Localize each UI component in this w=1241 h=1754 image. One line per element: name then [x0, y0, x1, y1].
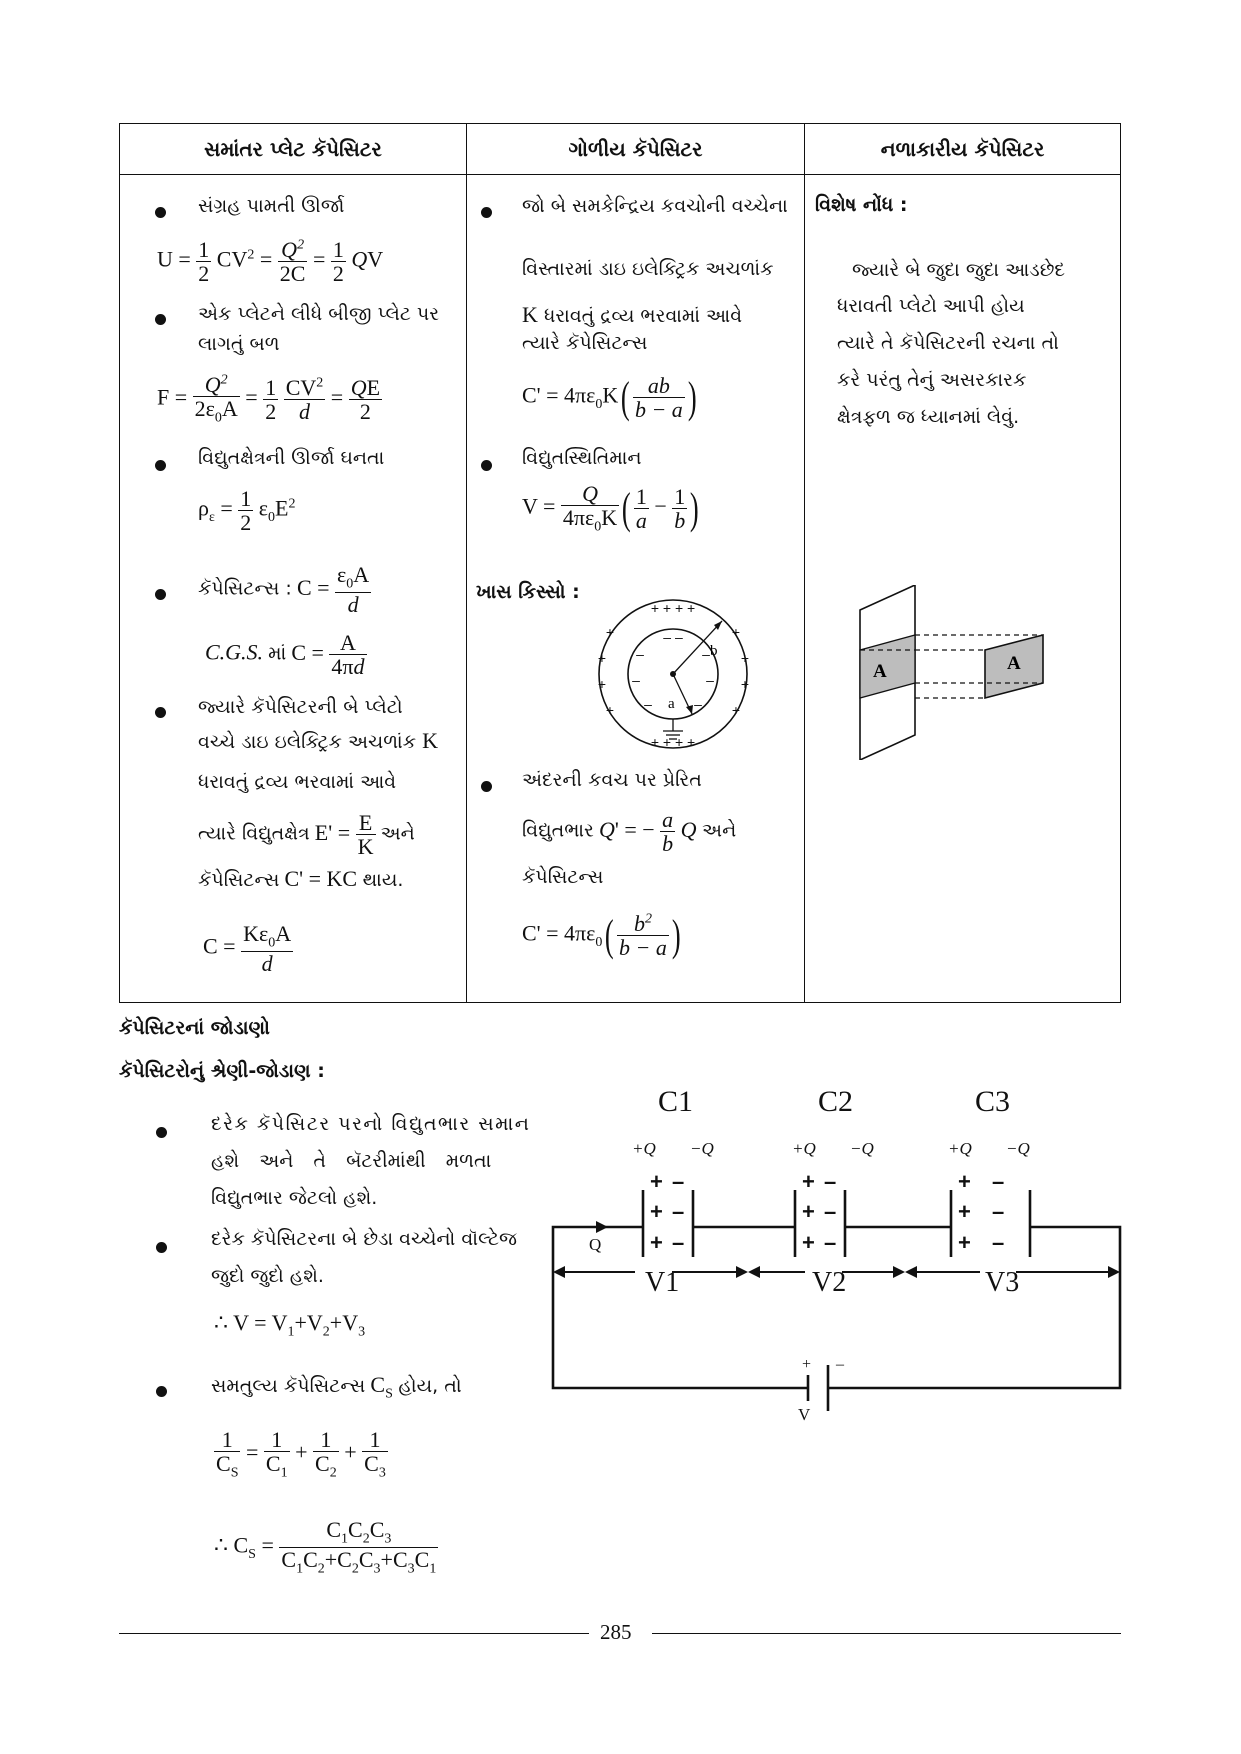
induced-charge-formula: વિદ્યુતભાર Q' = − $\frac{a}{b}$ Q અને — [522, 807, 737, 857]
note-line-4: કરે પરંતુ તેનું અસરકારક — [837, 369, 1027, 391]
dielectric-line-1: જ્યારે કૅપેસિટરની બે પ્લેટો — [198, 696, 403, 718]
svg-text:+: + — [958, 1230, 971, 1255]
energy-density-label: વિદ્યુતક્ષેત્રની ઊર્જા ઘનતા — [198, 447, 385, 469]
svg-text:+: + — [597, 650, 607, 666]
spherical-cap-formula: $C' = 4\pi\varepsilon_0K$( $\frac{ab}{b - a}$ ) — [522, 372, 697, 422]
svg-text:–: – — [672, 1169, 685, 1194]
svg-text:+: + — [958, 1169, 971, 1194]
section-title: કૅપેસિટરનાં જોડાણો — [119, 1017, 270, 1039]
capacitance-label: કૅપેસિટન્સ : — [198, 577, 292, 600]
bullet — [155, 314, 166, 325]
product-formula: ∴ $C_S$ = $\frac{C_1C_2C_3}{C_1C_2+C_2C_3+C_3C_1}$ — [214, 1517, 437, 1577]
svg-text:–: – — [824, 1199, 837, 1224]
dielectric-cap-formula: C = $\frac{K\varepsilon_0A}{d}$ — [203, 921, 292, 977]
current-label: Q — [589, 1235, 602, 1254]
series-bullet2-line2: જુદો જુદો હશે. — [211, 1265, 324, 1287]
table-header-row — [120, 124, 1121, 175]
potential-label: વિદ્યુતસ્થિતિમાન — [522, 447, 642, 469]
dielectric-field-formula: ત્યારે વિદ્યુતક્ષેત્ર E' = $\frac{E}{K}$ અને — [198, 810, 415, 860]
bullet — [155, 589, 166, 600]
svg-text:–: – — [824, 1169, 837, 1194]
svg-text:–: – — [992, 1199, 1005, 1224]
bullet — [155, 207, 166, 218]
bullet — [156, 1386, 167, 1397]
svg-text:+: + — [958, 1199, 971, 1224]
capacitance-word: કૅપેસિટન્સ — [198, 869, 280, 891]
svg-text:–: – — [672, 1230, 685, 1255]
svg-text:+: + — [597, 676, 607, 692]
charge-neg-3: −Q — [1006, 1139, 1030, 1158]
and-word: અને — [702, 819, 737, 842]
reciprocal-formula: $\frac{1}{C_S}$ = $\frac{1}{C_1}$ + $\frac{1}{C_2}$ + $\frac{1}{C_3}$ — [216, 1427, 386, 1481]
bullet — [481, 207, 492, 218]
equivalent-cap-word: સમતુલ્ય કૅપેસિટન્સ — [211, 1375, 366, 1397]
series-circuit-diagram — [550, 1085, 1125, 1425]
charge-pos-3: +Q — [948, 1139, 972, 1158]
bullet — [155, 707, 166, 718]
header-parallel-plate: સમાંતર પ્લેટ કૅપેસિટર — [120, 124, 467, 175]
section-subtitle: કૅપેસિટરોનું શ્રેણી-જોડાણ : — [119, 1060, 325, 1082]
svg-text:–: – — [636, 646, 644, 662]
voltage-label-v1: V1 — [645, 1267, 680, 1298]
force-label-1: એક પ્લેટને લીધે બીજી પ્લેટ પર — [198, 303, 440, 325]
spherical-k: K — [522, 302, 538, 327]
dielectric-k: K — [422, 728, 439, 753]
svg-text:–: – — [706, 672, 714, 688]
charge-pos-2: +Q — [792, 1139, 816, 1158]
svg-text:–: – — [992, 1169, 1005, 1194]
radius-b-label: b — [710, 643, 718, 659]
svg-text:– –: – – — [663, 629, 683, 645]
bullet — [481, 781, 492, 792]
dielectric-line-2 — [198, 728, 438, 754]
energy-label: સંગ્રહ પામતી ઊર્જા — [198, 195, 345, 217]
voltage-label-v3: V3 — [985, 1267, 1020, 1298]
svg-text:+: + — [650, 1230, 663, 1255]
cap-label-c3: C3 — [975, 1085, 1011, 1118]
svg-text:–: – — [632, 672, 640, 688]
thay-word: થાય. — [362, 869, 404, 891]
spherical-line-1: જો બે સમકેન્દ્રિય કવચોની વચ્ચેના — [522, 195, 788, 217]
series-bullet1-line1: દરેક કૅપેસિટર પરનો વિદ્યુતભાર સમાન — [211, 1113, 531, 1135]
note-line-3: ત્યારે તે કૅપેસિટરની રચના તો — [837, 332, 1059, 354]
bullet — [156, 1242, 167, 1253]
spherical-capacitor-diagram — [590, 597, 760, 755]
svg-text:+: + — [802, 1169, 815, 1194]
svg-text:–: – — [992, 1230, 1005, 1255]
svg-text:–: – — [672, 1199, 685, 1224]
svg-text:+: + — [605, 702, 615, 718]
spherical-line-3-text: ધરાવતું દ્રવ્ય ભરવામાં આવે — [543, 305, 743, 327]
energy-formula: U = $\frac{1}{2}$ $CV^2$ = $\frac{Q^2}{2C}$ = $\frac{1}{2}$ QV — [157, 237, 384, 287]
radius-a-label: a — [668, 696, 675, 712]
svg-text:+: + — [731, 702, 741, 718]
header-cylindrical: નળાકારીય કૅપેસિટર — [805, 124, 1121, 175]
battery-label: V — [798, 1405, 811, 1424]
note-line-5: ક્ષેત્રફળ જ ધ્યાનમાં લેવું. — [837, 406, 1020, 428]
series-bullet1-line2: હશે અને તે બૅટરીમાંથી મળતા — [211, 1150, 492, 1172]
cap-label-c2: C2 — [818, 1085, 854, 1118]
potential-formula: V = $\frac{Q}{4\pi\varepsilon_0K}$ ( $\frac{1}{a}$ − $\frac{1}{b}$ ) — [522, 481, 699, 535]
svg-text:+: + — [731, 624, 741, 640]
svg-text:+: + — [802, 1356, 812, 1373]
svg-text:–: – — [824, 1230, 837, 1255]
svg-text:–: – — [836, 1356, 844, 1373]
capacitance-word-2: કૅપેસિટન્સ — [522, 866, 604, 888]
charge-word: વિદ્યુતભાર — [522, 819, 594, 842]
header-spherical: ગોળીય કૅપેસિટર — [467, 124, 805, 175]
special-case-label: ખાસ કિસ્સો : — [476, 581, 580, 603]
charge-neg-2: −Q — [850, 1139, 874, 1158]
charge-neg-1: −Q — [690, 1139, 714, 1158]
bullet — [481, 460, 492, 471]
hoy-to-word: હોય, તો — [398, 1375, 462, 1397]
voltage-label-v2: V2 — [812, 1267, 847, 1298]
series-bullet2-line1: દરેક કૅપેસિટરના બે છેડા વચ્ચેનો વૉલ્ટેજ — [211, 1228, 517, 1250]
dielectric-line-4: ત્યારે વિદ્યુતક્ષેત્ર — [198, 822, 310, 845]
induced-charge-label: અંદરની કવચ પર પ્રેરિત — [522, 769, 702, 791]
bullet — [156, 1127, 167, 1138]
svg-text:+: + — [650, 1199, 663, 1224]
svg-text:+ + + +: + + + + — [650, 600, 696, 616]
svg-text:+: + — [740, 676, 750, 692]
svg-text:+: + — [650, 1169, 663, 1194]
special-note-title: વિશેષ નોંધ : — [815, 194, 908, 216]
note-line-1: જ્યારે બે જુદા જુદા આડછેદ — [852, 259, 1066, 281]
dielectric-line-3: ધરાવતું દ્રવ્ય ભરવામાં આવે — [198, 771, 397, 793]
svg-text:+: + — [605, 624, 615, 640]
spherical-line-2: વિસ્તારમાં ડાઇ ઇલેક્ટ્રિક અચળાંક — [522, 258, 774, 280]
and-word: અને — [380, 822, 415, 845]
plate-label-small: A — [873, 661, 887, 682]
cgs-label: C.G.S. — [205, 639, 264, 665]
cap-label-c1: C1 — [658, 1085, 694, 1118]
force-formula: F = $\frac{Q^2}{2\varepsilon_0A}$ = $\frac{1}{2}$ $\frac{CV^2}{d}$ = $\frac{QE}{2}$ — [157, 372, 381, 426]
force-label-2: લાગતું બળ — [198, 333, 280, 355]
plate-label-large: A — [1007, 653, 1021, 674]
voltage-sum-formula: ∴ $V = V_1+V_2+V_3$ — [214, 1310, 366, 1340]
note-line-2: ધરાવતી પ્લેટો આપી હોય — [837, 295, 1025, 317]
capacitance-formula: કૅપેસિટન્સ : C = $\frac{\varepsilon_0A}{d}$ — [198, 562, 370, 618]
energy-density-formula: $\rho_\varepsilon$ = $\frac{1}{2}$ $\varepsilon_0E^2$ — [198, 486, 296, 536]
spherical-line-3 — [522, 302, 742, 328]
unequal-plates-diagram — [855, 585, 1055, 760]
svg-text:–: – — [694, 696, 702, 712]
svg-text:–: – — [644, 696, 652, 712]
svg-text:–: – — [702, 646, 710, 662]
svg-text:+: + — [740, 650, 750, 666]
series-bullet1-line3: વિદ્યુતભાર જેટલો હશે. — [211, 1187, 378, 1209]
footer-rule-right — [652, 1633, 1121, 1634]
induced-cap-formula: $C' = 4\pi\varepsilon_0$( $\frac{b^2}{b - a}$ ) — [522, 910, 681, 960]
charge-pos-1: +Q — [632, 1139, 656, 1158]
cgs-word: માં — [268, 642, 287, 665]
equivalent-cap-line: સમતુલ્ય કૅપેસિટન્સ $C_S$ હોય, તો — [211, 1372, 462, 1402]
cgs-formula: C.G.S. માં C = $\frac{A}{4\pi d}$ — [205, 630, 365, 680]
bullet — [155, 460, 166, 471]
svg-text:+: + — [802, 1199, 815, 1224]
footer-rule-left — [119, 1633, 589, 1634]
svg-text:+: + — [802, 1230, 815, 1255]
spherical-line-4: ત્યારે કૅપેસિટન્સ — [522, 332, 648, 354]
page-number: 285 — [600, 1620, 632, 1644]
svg-text:+ + + +: + + + + — [650, 734, 696, 750]
dielectric-line-2-text: વચ્ચે ડાઇ ઇલેક્ટ્રિક અચળાંક — [198, 731, 417, 753]
dielectric-cap-line: કૅપેસિટન્સ C' = KC થાય. — [198, 866, 404, 891]
